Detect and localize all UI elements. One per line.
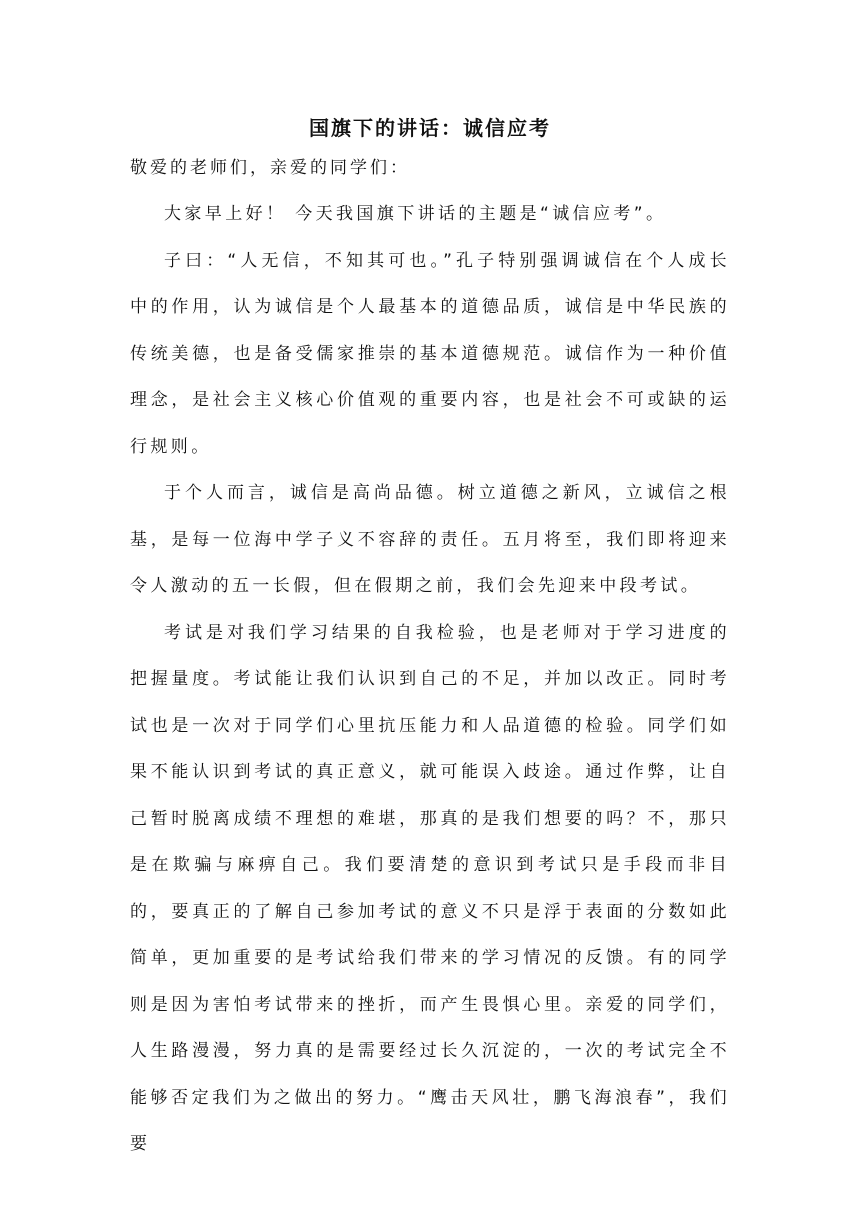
document-page [130,112,730,1168]
greeting: 敬爱的老师们，亲爱的同学们： [130,158,410,178]
paragraph-opening: 大家早上好！ 今天我国旗下讲话的主题是“诚信应考”。 [164,204,667,224]
document-title: 国旗下的讲话：诚信应考 [309,116,551,140]
paragraph-exam-meaning: 考试是对我们学习结果的自我检验，也是老师对于学习进度的把握量度。考试能让我们认识到自己的不足，并加以改正。同时考试也是一次对于同学们心里抗压能力和人品道德的检验。同学们如果不能认识到考试的真正意义，就可能误入歧途。通过作弊，让自己暂时脱离成绩不理想的难堪，那真的是我们想要的吗？不，那只是在欺骗与麻痹自己。我们要清楚的意识到考试只是手段而非目的，要真正的了解自己参加考试的意义不只是浮于表面的分数如此简单，更加重要的是考试给我们带来的学习情况的反馈。有的同学则是因为害怕考试带来的挫折，而产生畏惧心里。亲爱的同学们，人生路漫漫，努力真的是需要经过长久沉淀的，一次的考试完全不能够否定我们为之做出的努力。“鹰击天风壮，鹏飞海浪春”，我们要 [130,622,730,1154]
paragraph-personal-integrity: 于个人而言，诚信是高尚品德。树立道德之新风，立诚信之根基，是每一位海中学子义不容辞的责任。五月将至，我们即将迎来令人激动的五一长假，但在假期之前，我们会先迎来中段考试。 [130,483,730,596]
paragraph-confucius: 子曰：“人无信，不知其可也。”孔子特别强调诚信在个人成长中的作用，认为诚信是个人最基本的道德品质，诚信是中华民族的传统美德，也是备受儒家推崇的基本道德规范。诚信作为一种价值理念，是社会主义核心价值观的重要内容，也是社会不可或缺的运行规则。 [130,250,730,457]
